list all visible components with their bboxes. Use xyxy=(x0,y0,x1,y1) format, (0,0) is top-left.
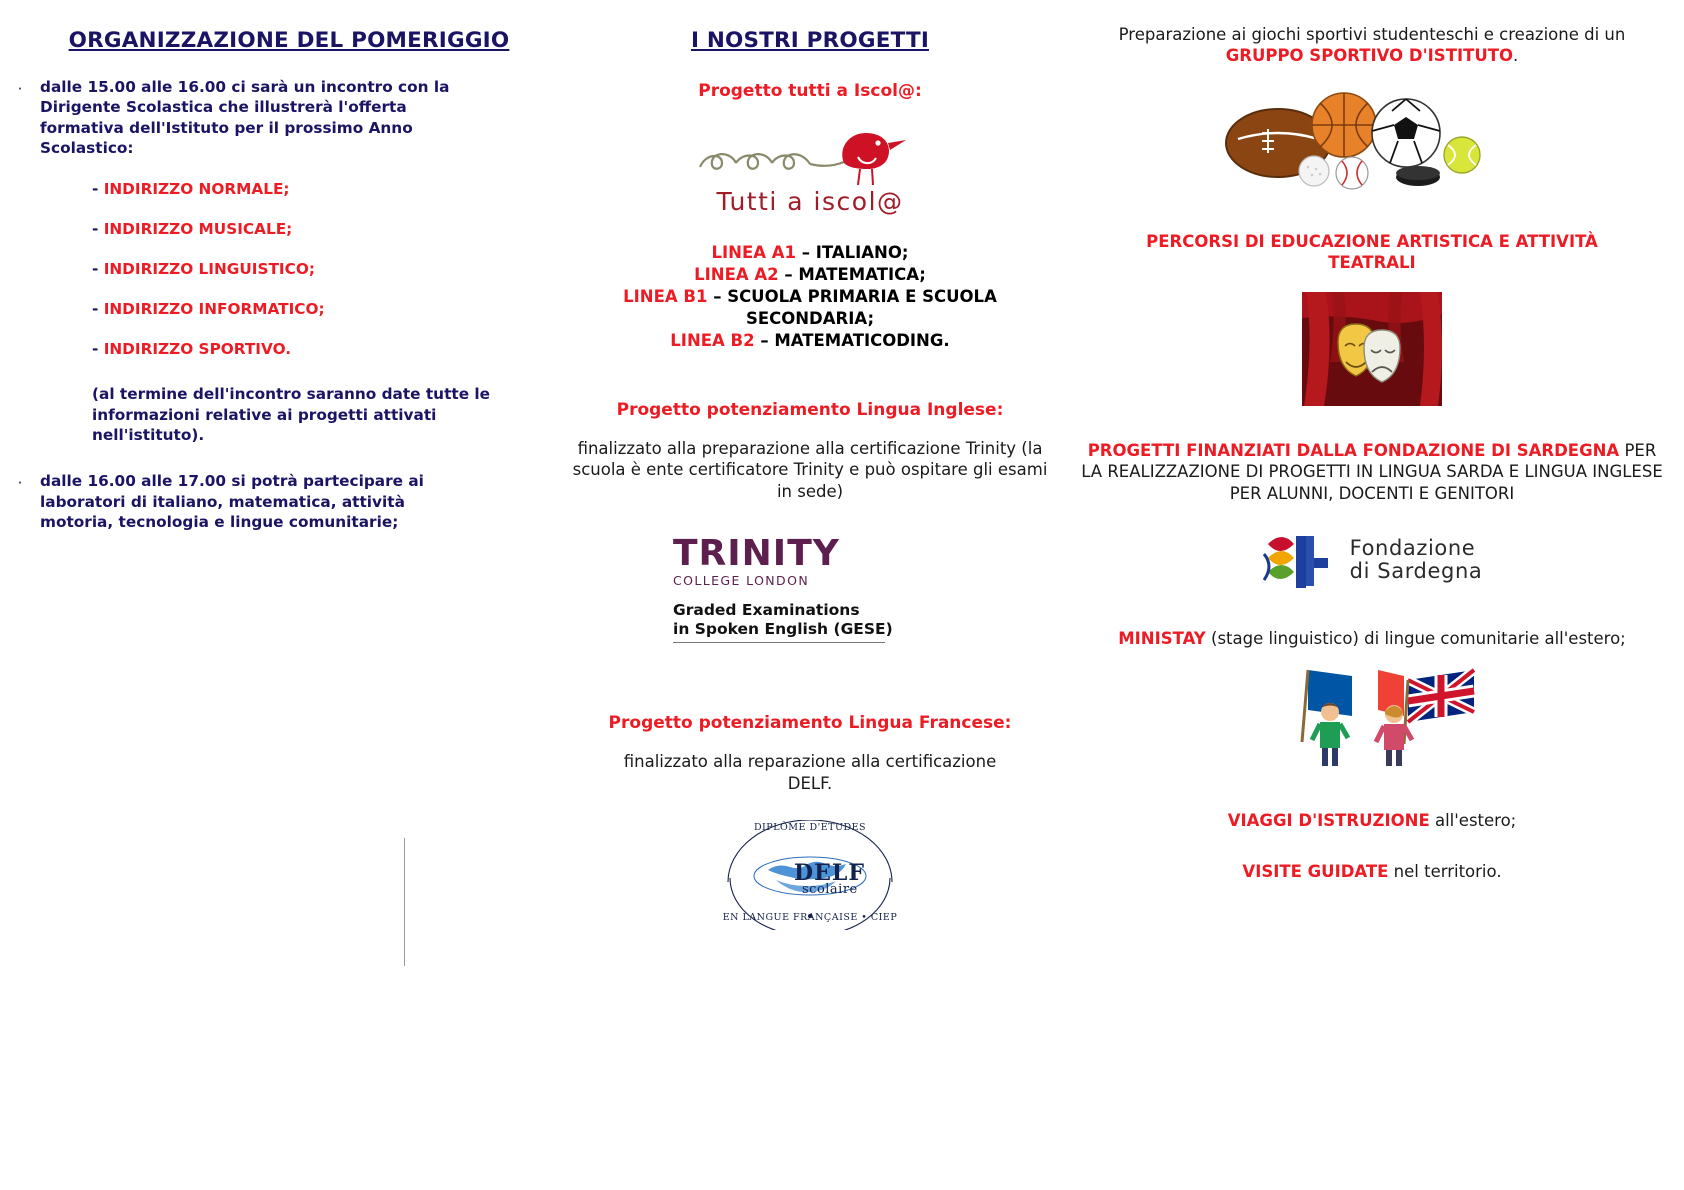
tutti-a-iscola-logo xyxy=(690,123,930,216)
ministay-rest-text: (stage linguistico) di lingue comunitarie all'estero; xyxy=(1205,629,1626,649)
indirizzo-label: INDIRIZZO INFORMATICO; xyxy=(103,300,325,319)
left-column xyxy=(0,0,560,532)
delf-logo-scolaire: scolaire xyxy=(802,882,858,898)
indirizzo-label: INDIRIZZO LINGUISTICO; xyxy=(103,260,315,279)
linea-item-b1 xyxy=(560,286,1060,330)
list-item-indirizzo-linguistico xyxy=(92,260,560,278)
dash-glyph: - xyxy=(92,260,99,279)
theatre-masks-image xyxy=(1302,292,1442,406)
list-item-indirizzo-musicale xyxy=(92,220,560,238)
heading-progetto-iscola: Progetto tutti a Iscol@: xyxy=(698,81,922,101)
bullet-glyph: · xyxy=(17,80,23,98)
linea-rest: – MATEMATICA; xyxy=(778,264,926,284)
dash-glyph: - xyxy=(92,180,99,199)
fondazione-bold-text: PROGETTI FINANZIATI DALLA FONDAZIONE DI SARDEGNA xyxy=(1087,440,1620,460)
dash-glyph: - xyxy=(92,340,99,359)
dash-glyph: - xyxy=(92,220,99,239)
linea-item-a1 xyxy=(560,242,1060,264)
middle-column xyxy=(560,0,1060,930)
fondazione-logo-line2: di Sardegna xyxy=(1349,559,1483,584)
fondazione-logo-text xyxy=(1350,537,1483,584)
bullet-glyph: · xyxy=(17,474,23,493)
heading-lingua-inglese: Progetto potenziamento Lingua Inglese: xyxy=(616,399,1004,420)
page-title-progetti: I NOSTRI PROGETTI xyxy=(690,28,930,53)
fondazione-mark-icon xyxy=(1262,528,1336,592)
iscola-bird-icon xyxy=(692,123,928,185)
theatre-masks-icon xyxy=(1302,292,1442,406)
text-progetti-fondazione xyxy=(1060,440,1684,504)
fondazione-logo-line1: Fondazione xyxy=(1349,535,1476,560)
delf-arc-bottom-text: EN LANGUE FRANÇAISE • CIEP xyxy=(722,912,898,924)
flags-students-icon xyxy=(1212,664,1532,768)
viaggi-rest-text: all'estero; xyxy=(1429,810,1517,830)
page-title-organizzazione: ORGANIZZAZIONE DEL POMERIGGIO xyxy=(68,28,510,53)
linea-key: LINEA B1 xyxy=(623,286,708,306)
linea-rest: – ITALIANO; xyxy=(796,243,909,262)
right-column xyxy=(1060,0,1684,882)
trinity-logo-word: TRINITY xyxy=(673,533,840,574)
delf-arc-top-text: DIPLÔME D'ETUDES xyxy=(753,822,867,834)
indirizzo-label: INDIRIZZO SPORTIVO. xyxy=(103,340,292,359)
list-item-orario-2 xyxy=(0,471,560,532)
sport-text-pre: Preparazione ai giochi sportivi studenteschi e creazione di un xyxy=(1118,25,1626,44)
list-item-indirizzo-informatico xyxy=(92,300,560,318)
text-giochi-sportivi xyxy=(1060,24,1684,67)
trinity-college-london-logo xyxy=(647,533,973,643)
linea-key: LINEA A1 xyxy=(711,243,796,262)
fondazione-di-sardegna-logo xyxy=(1212,526,1532,594)
text-ministay xyxy=(1060,628,1684,649)
list-item-indirizzo-normale xyxy=(92,180,560,198)
trinity-gese-line1: Graded Examinations xyxy=(673,601,860,619)
text-lingua-inglese: finalizzato alla preparazione alla certificazione Trinity (la scuola è ente certificatore Trinity e può ospitare gli esami in sede) xyxy=(572,438,1048,501)
linea-list xyxy=(560,242,1060,352)
vertical-divider xyxy=(404,838,405,966)
sports-balls-icon xyxy=(1222,81,1522,191)
delf-scolaire-logo xyxy=(710,820,910,930)
sport-text-post: . xyxy=(1513,46,1519,66)
linea-item-a2 xyxy=(560,264,1060,286)
iscola-logo-text: Tutti a iscol@ xyxy=(716,187,904,216)
linea-item-b2 xyxy=(560,330,1060,352)
linea-rest: – SCUOLA PRIMARIA E SCUOLA SECONDARIA; xyxy=(707,286,997,328)
text-visite-guidate xyxy=(1060,861,1684,882)
sports-balls-image xyxy=(1222,81,1522,191)
indirizzo-label: INDIRIZZO MUSICALE; xyxy=(103,220,293,239)
delf-logo-word: DELF xyxy=(794,860,865,887)
list-item-indirizzo-sportivo xyxy=(92,340,560,358)
viaggi-bold-text: VIAGGI D'ISTRUZIONE xyxy=(1227,810,1430,830)
trinity-rule-divider xyxy=(673,642,885,643)
bullet-text-laboratori: dalle 16.00 alle 17.00 si potrà partecipare ai laboratori di italiano, matematica, attività motoria, tecnologia e lingue comunitarie; xyxy=(40,472,424,532)
trinity-gese-line2: in Spoken English (GESE) xyxy=(673,619,893,638)
linea-key: LINEA B2 xyxy=(670,330,755,350)
linea-key: LINEA A2 xyxy=(694,264,779,284)
bullet-text-incontro: dalle 15.00 alle 16.00 ci sarà un incontro con la Dirigente Scolastica che illustrerà l'offerta formativa dell'Istituto per il prossimo Anno Scolastico: xyxy=(40,78,450,158)
flags-students-image xyxy=(1212,664,1532,768)
indirizzo-label: INDIRIZZO NORMALE; xyxy=(103,180,290,199)
note-informazioni: (al termine dell'incontro saranno date tutte le informazioni relative ai progetti attivati nell'istituto). xyxy=(92,385,491,445)
list-item-orario-1 xyxy=(0,77,560,158)
visite-rest-text: nel territorio. xyxy=(1388,861,1502,881)
dash-glyph: - xyxy=(92,300,99,319)
heading-lingua-francese: Progetto potenziamento Lingua Francese: xyxy=(608,713,1012,734)
ministay-bold-text: MINISTAY xyxy=(1118,629,1206,649)
text-lingua-francese: finalizzato alla reparazione alla certificazione DELF. xyxy=(623,752,997,793)
trinity-logo-subtitle: COLLEGE LONDON xyxy=(673,573,810,588)
sport-text-bold: GRUPPO SPORTIVO D'ISTITUTO xyxy=(1225,46,1514,66)
heading-educazione-artistica: PERCORSI DI EDUCAZIONE ARTISTICA E ATTIVITÀ TEATRALI xyxy=(1146,231,1598,273)
visite-bold-text: VISITE GUIDATE xyxy=(1242,861,1389,881)
text-viaggi-istruzione xyxy=(1060,810,1684,831)
fondazione-rest-text: PER LA REALIZZAZIONE DI PROGETTI IN LINGUA SARDA E LINGUA INGLESE PER ALUNNI, DOCENTI E GENITORI xyxy=(1081,440,1663,503)
linea-rest: – MATEMATICODING. xyxy=(754,330,950,350)
